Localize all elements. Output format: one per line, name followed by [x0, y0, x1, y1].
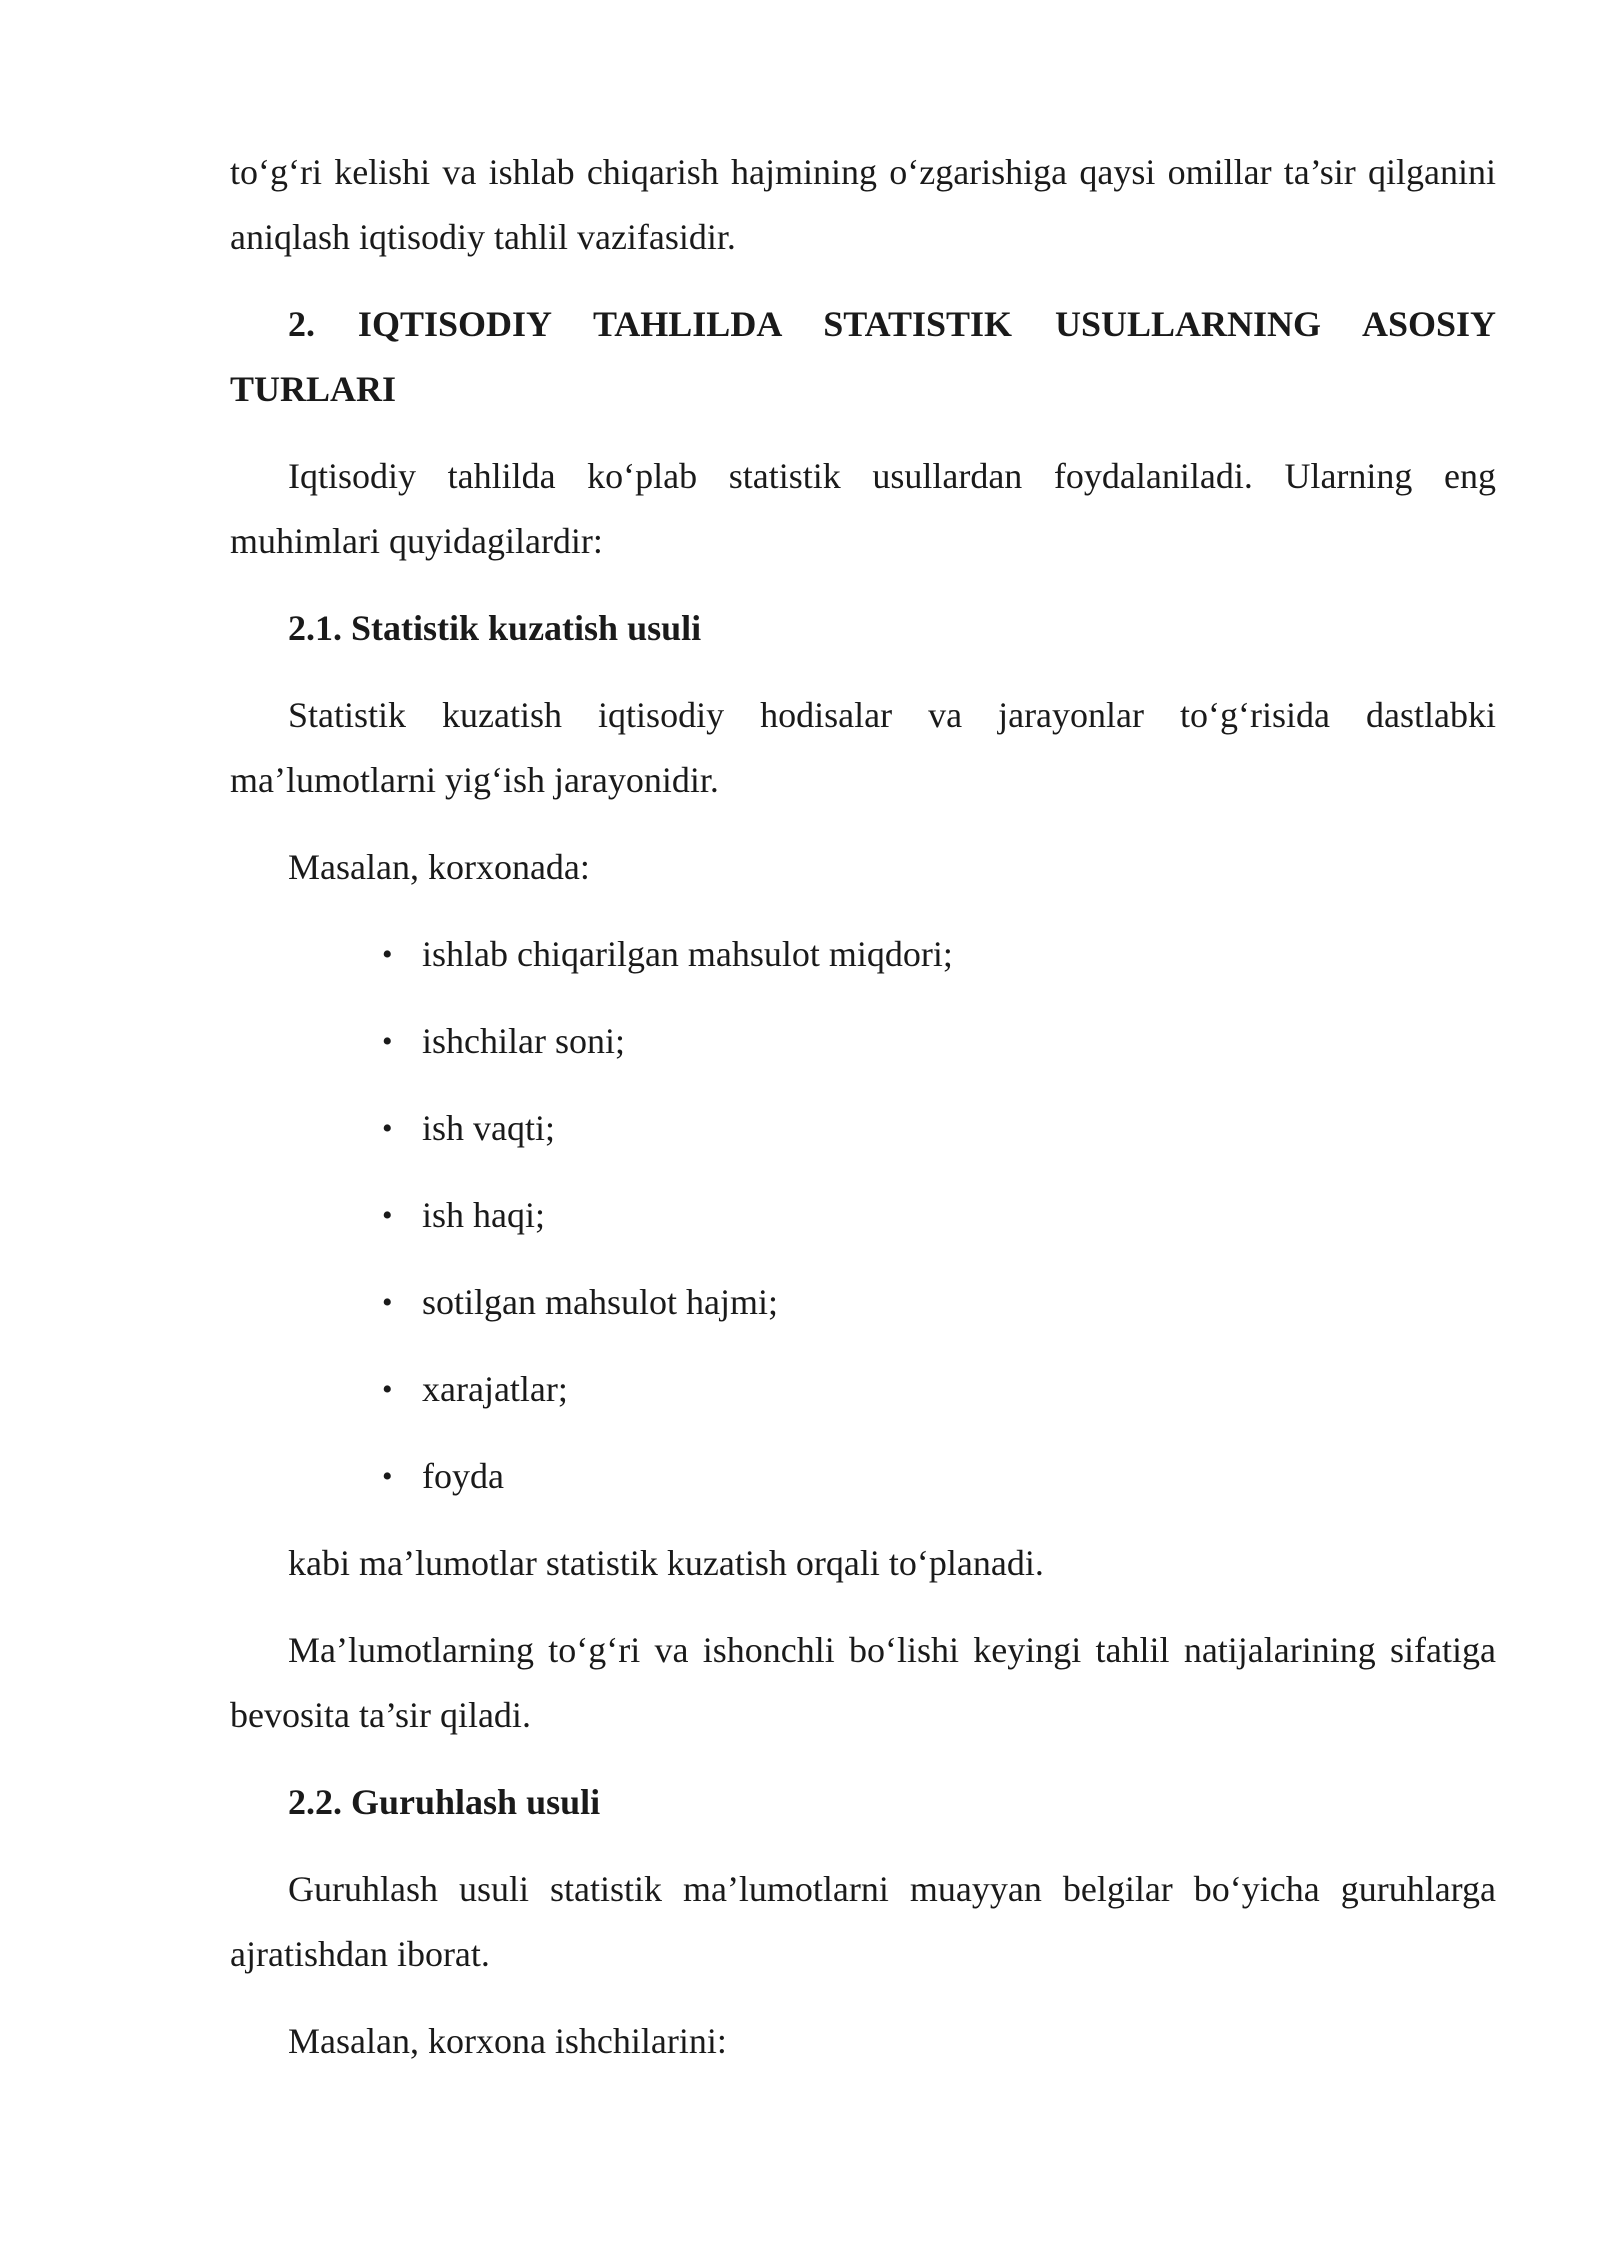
list-item — [230, 1270, 1496, 1335]
bullet-icon: • — [382, 1025, 393, 1058]
list-item — [230, 1444, 1496, 1509]
bullet-list — [230, 922, 1496, 1509]
bullet-icon: • — [382, 938, 393, 971]
bullet-icon: • — [382, 1460, 393, 1493]
paragraph-observation-definition: Statistik kuzatish iqtisodiy hodisalar va jarayonlar to‘g‘risida dastlabki ma’lumotlarni yig‘ish jarayonidir. — [230, 695, 1496, 800]
subsection-heading-grouping: 2.2. Guruhlash usuli — [288, 1782, 601, 1822]
bullet-icon: • — [382, 1199, 393, 1232]
list-item — [230, 1357, 1496, 1422]
paragraph-grouping-example: Masalan, korxona ishchilarini: — [288, 2021, 727, 2061]
list-item-text: ishchilar soni; — [422, 1021, 625, 1061]
list-item — [230, 1096, 1496, 1161]
paragraph-data-quality: Ma’lumotlarning to‘g‘ri va ishonchli bo‘lishi keyingi tahlil natijalarining sifatiga bevosita ta’sir qiladi. — [230, 1630, 1496, 1735]
bullet-icon: • — [382, 1373, 393, 1406]
section-heading: 2. IQTISODIY TAHLILDA STATISTIK USULLARNING ASOSIY TURLARI — [230, 304, 1496, 409]
bullet-icon: • — [382, 1286, 393, 1319]
list-item — [230, 1009, 1496, 1074]
subsection-heading-observation: 2.1. Statistik kuzatish usuli — [288, 608, 702, 648]
paragraph-example-intro: Masalan, korxonada: — [288, 847, 590, 887]
list-item-text: ishlab chiqarilgan mahsulot miqdori; — [422, 934, 953, 974]
list-item — [230, 1183, 1496, 1248]
list-item-text: sotilgan mahsulot hajmi; — [422, 1282, 778, 1322]
list-item-text: ish vaqti; — [422, 1108, 555, 1148]
list-item — [230, 922, 1496, 987]
list-item-text: xarajatlar; — [422, 1369, 568, 1409]
bullet-icon: • — [382, 1112, 393, 1145]
list-item-text: ish haqi; — [422, 1195, 545, 1235]
paragraph-grouping-definition: Guruhlash usuli statistik ma’lumotlarni muayyan belgilar bo‘yicha guruhlarga ajratishdan iborat. — [230, 1869, 1496, 1974]
paragraph-continuation: to‘g‘ri kelishi va ishlab chiqarish hajmining o‘zgarishiga qaysi omillar ta’sir qilganini aniqlash iqtisodiy tahlil vazifasidir. — [230, 152, 1496, 257]
list-item-text: foyda — [422, 1456, 504, 1496]
paragraph-list-conclusion: kabi ma’lumotlar statistik kuzatish orqali to‘planadi. — [288, 1543, 1044, 1583]
document-page — [230, 140, 1496, 2096]
paragraph-intro: Iqtisodiy tahlilda ko‘plab statistik usullardan foydalaniladi. Ularning eng muhimlari quyidagilardir: — [230, 456, 1496, 561]
